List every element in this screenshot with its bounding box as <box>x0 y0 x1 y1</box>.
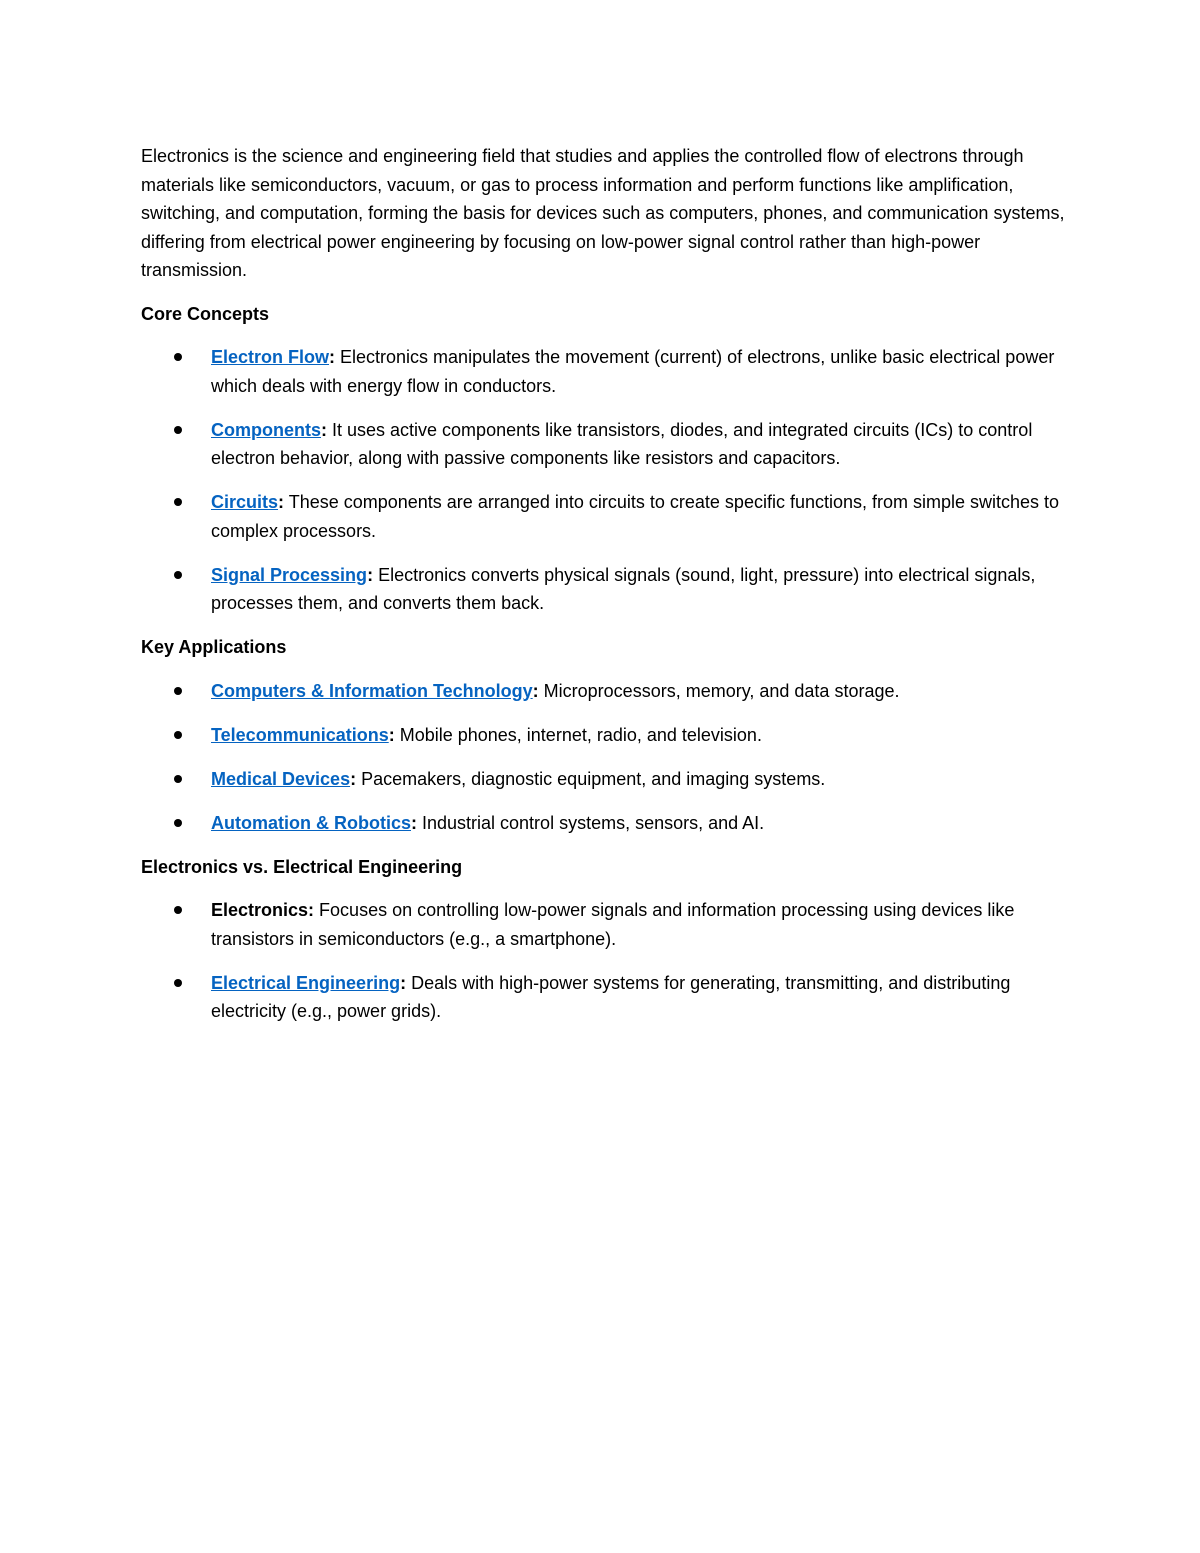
comparison-list <box>141 896 1066 1026</box>
link-circuits[interactable]: Circuits <box>211 492 279 512</box>
item-text: Electronics manipulates the movement (current) of electrons, unlike basic electrical power which deals with energy flow in conductors. <box>211 347 1055 396</box>
link-medical-devices[interactable]: Medical Devices <box>211 768 351 789</box>
bullet-icon <box>174 498 182 506</box>
term-electronics: Electronics: <box>211 900 315 920</box>
item-separator: : <box>400 972 407 993</box>
item-text: Mobile phones, internet, radio, and television. <box>394 724 762 745</box>
list-item <box>141 721 1066 750</box>
item-text: Industrial control systems, sensors, and AI. <box>417 812 765 833</box>
list-item <box>141 677 1066 706</box>
list-item <box>141 969 1066 1026</box>
heading-key-applications: Key Applications <box>141 637 287 657</box>
item-text: Focuses on controlling low-power signals and information processing using devices like transistors in semiconductors (e.g., a smartphone). <box>211 900 1015 949</box>
core-concepts-list <box>141 343 1066 618</box>
heading-comparison: Electronics vs. Electrical Engineering <box>141 856 463 877</box>
item-text: These components are arranged into circuits to create specific functions, from simple switches to complex processors. <box>211 492 1060 541</box>
link-signal-processing[interactable]: Signal Processing <box>211 564 368 585</box>
list-item <box>141 561 1066 618</box>
item-separator: : <box>411 812 417 833</box>
bullet-icon <box>174 353 182 361</box>
link-automation-robotics[interactable]: Automation & Robotics <box>211 812 411 833</box>
item-text: Deals with high-power systems for generating, transmitting, and distributing electricity (e.g., power grids). <box>211 972 1011 1021</box>
list-item <box>141 896 1066 953</box>
bullet-icon <box>174 571 182 579</box>
intro-paragraph: Electronics is the science and engineering field that studies and applies the controlled flow of electrons through materials like semiconductors, vacuum, or gas to process information and perform functions like amplification, switching, and computation, forming the basis for devices such as computers, phones, and communication systems, differing from electrical power engineering by focusing on low-power signal control rather than high-power transmission. <box>141 146 1065 280</box>
item-text: It uses active components like transistors, diodes, and integrated circuits (ICs) to control electron behavior, along with passive components like resistors and capacitors. <box>211 419 1033 468</box>
link-telecommunications[interactable]: Telecommunications <box>211 724 389 745</box>
item-separator: : <box>278 492 285 512</box>
key-applications-list <box>141 677 1066 838</box>
item-separator: : <box>321 419 327 440</box>
list-item <box>141 488 1066 545</box>
bullet-icon <box>174 819 182 827</box>
item-text: Microprocessors, memory, and data storage. <box>538 680 900 701</box>
item-separator: : <box>388 724 395 745</box>
heading-core-concepts: Core Concepts <box>141 303 270 324</box>
list-item <box>141 416 1066 473</box>
item-text: Pacemakers, diagnostic equipment, and imaging systems. <box>356 768 826 789</box>
bullet-icon <box>174 426 182 434</box>
item-separator: : <box>367 564 374 585</box>
list-item <box>141 765 1066 794</box>
bullet-icon <box>174 775 182 783</box>
list-item <box>141 343 1066 400</box>
bullet-icon <box>174 906 182 914</box>
link-electron-flow[interactable]: Electron Flow <box>211 347 330 367</box>
bullet-icon <box>174 687 182 695</box>
link-computers-it[interactable]: Computers & Information Technology <box>211 680 533 701</box>
item-separator: : <box>329 347 336 367</box>
link-components[interactable]: Components <box>211 419 321 440</box>
bullet-icon <box>174 979 182 987</box>
link-electrical-engineering[interactable]: Electrical Engineering <box>211 972 401 993</box>
bullet-icon <box>174 731 182 739</box>
item-separator: : <box>532 680 539 701</box>
list-item <box>141 809 1066 838</box>
document-body <box>141 142 1066 1041</box>
item-text: Electronics converts physical signals (sound, light, pressure) into electrical signals, processes them, and converts them back. <box>211 564 1036 613</box>
item-separator: : <box>350 768 357 789</box>
